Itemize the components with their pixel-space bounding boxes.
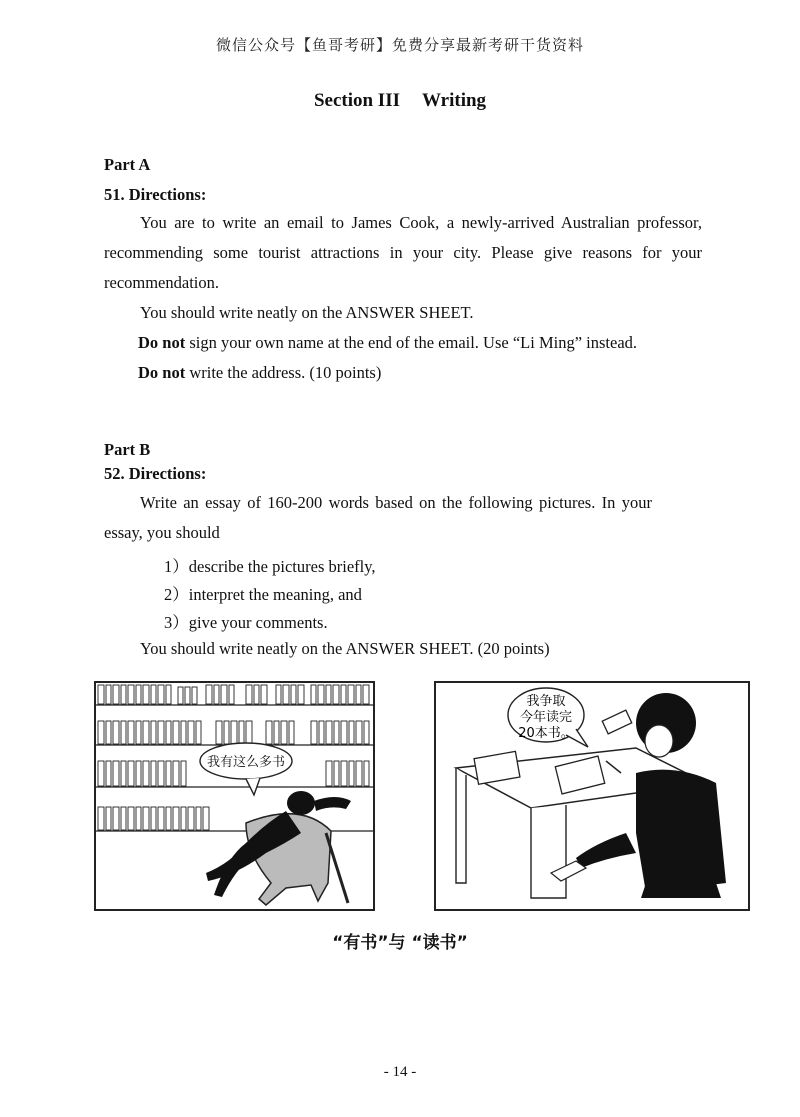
- part-b-item2: 2）interpret the meaning, and: [164, 585, 362, 604]
- part-b-item3: 3）give your comments.: [164, 613, 328, 632]
- part-a-directions: 51. Directions:: [104, 185, 207, 204]
- part-b-line2: essay, you should: [104, 523, 220, 542]
- part-b-label: Part B: [104, 440, 151, 459]
- desk-reader-illustration: [436, 683, 748, 909]
- left-bubble-text: 我有这么多书: [206, 755, 286, 770]
- part-b-directions: 52. Directions:: [104, 464, 207, 483]
- part-b-line1: Write an essay of 160-200 words based on the following pictures. In your: [140, 493, 652, 512]
- part-a-line4: You should write neatly on the ANSWER SHEET.: [140, 303, 474, 322]
- cartoon-left: [94, 681, 375, 911]
- right-bubble-line3: 20本书。: [518, 726, 574, 741]
- part-a-line5: [138, 333, 637, 353]
- part-a-line3: recommendation.: [104, 273, 220, 292]
- pictures-caption: “有书”与 “读书”: [332, 933, 468, 953]
- part-a-line2: recommending some tourist attractions in your city. Please give reasons for your: [104, 243, 702, 262]
- right-bubble-line1: 我争取: [526, 694, 566, 709]
- cartoon-right: [434, 681, 750, 911]
- section-title: [0, 90, 800, 112]
- part-a-line6-text: write the address. (10 points): [185, 363, 382, 382]
- emphasis-do-not: Do not: [138, 333, 186, 352]
- page-number: - 14 -: [383, 1064, 417, 1080]
- part-a-line5-text: sign your own name at the end of the email. Use “Li Ming” instead.: [185, 333, 638, 352]
- right-bubble-line2: 今年读完: [519, 710, 573, 725]
- section-name: Writing: [422, 90, 487, 111]
- emphasis-do-not: Do not: [138, 363, 186, 382]
- part-a-line1: You are to write an email to James Cook, a newly-arrived Australian professor,: [140, 213, 702, 232]
- bookshelf-reader-illustration: [96, 683, 373, 909]
- part-b-line3: You should write neatly on the ANSWER SHEET. (20 points): [140, 639, 550, 658]
- section-number: Section III: [313, 90, 400, 111]
- part-a-label: Part A: [104, 155, 151, 174]
- page-header: 微信公众号【鱼哥考研】免费分享最新考研干货资料: [215, 36, 584, 54]
- part-b-item1: 1）describe the pictures briefly,: [164, 557, 376, 576]
- part-a-line6: [138, 363, 381, 383]
